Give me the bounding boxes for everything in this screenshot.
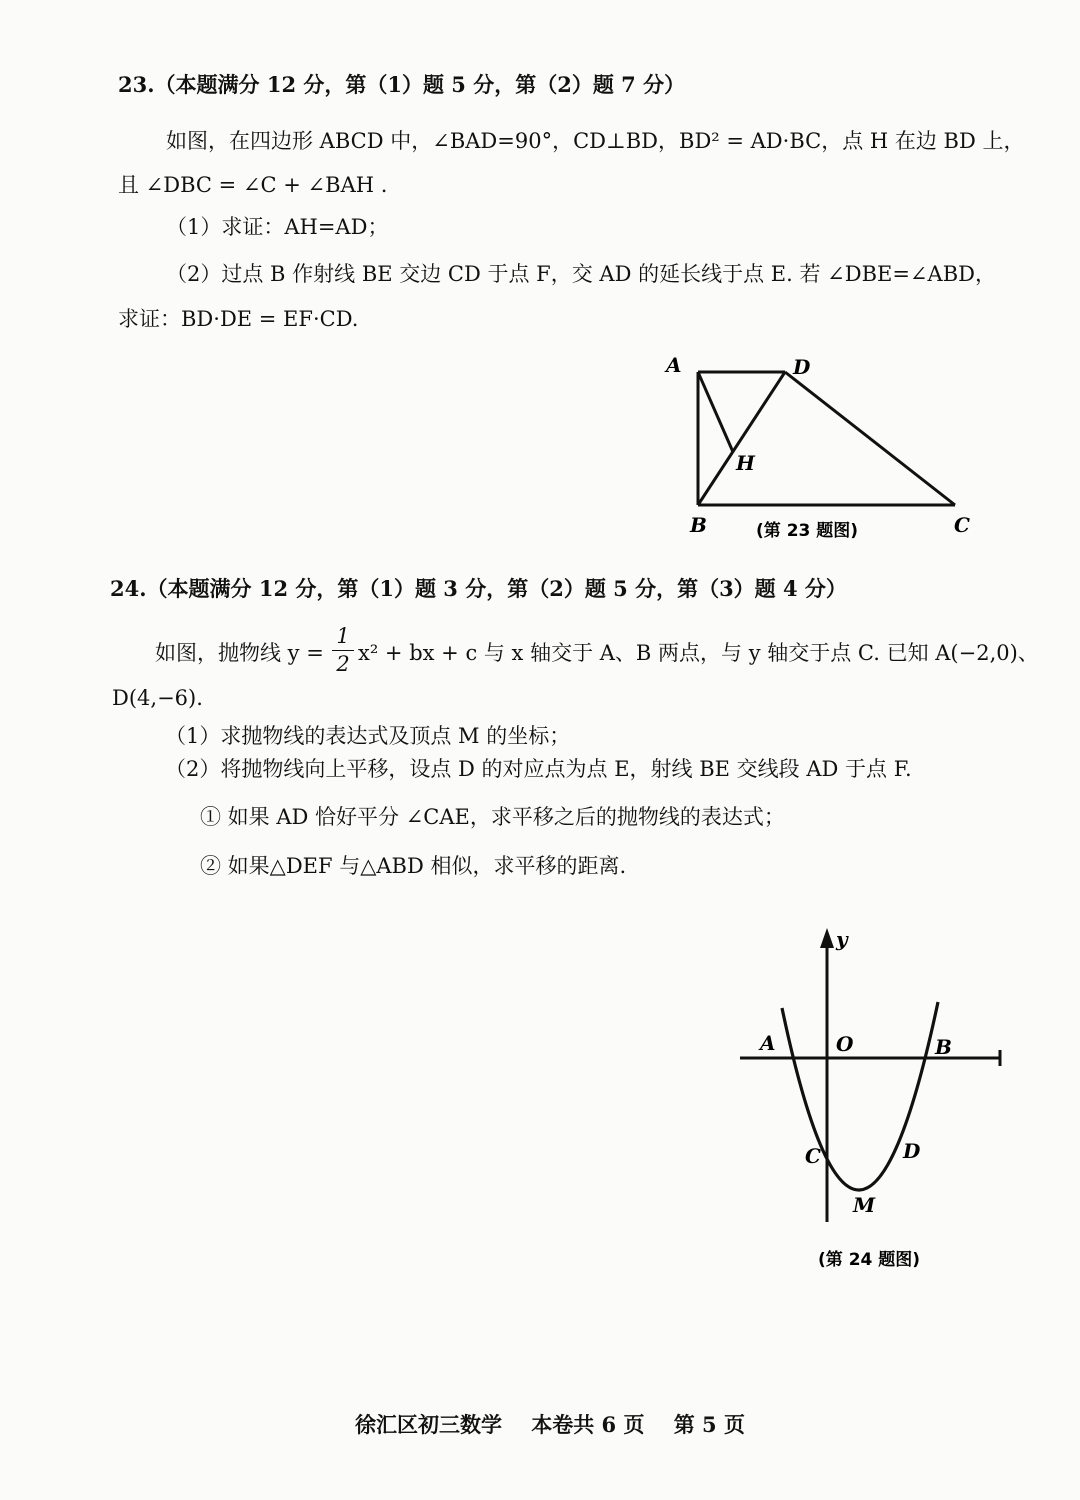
page-footer: 徐汇区初三数学 本卷共 6 页 第 5 页 — [355, 1412, 745, 1437]
label-O: O — [836, 1032, 854, 1056]
label-M: M — [853, 1193, 876, 1217]
q24-stem-line2: D(4,−6). — [112, 686, 203, 710]
fraction-bar — [332, 650, 354, 651]
q23-header: 23.（本题满分 12 分，第（1）题 5 分，第（2）题 7 分） — [118, 72, 686, 97]
q23-part1: （1）求证：AH=AD； — [166, 215, 389, 239]
q24-stem-line1-prefix: 如图，抛物线 y = — [155, 641, 324, 665]
segment-BD — [698, 372, 785, 505]
label-A: A — [760, 1031, 776, 1055]
label-A: A — [666, 353, 682, 377]
q23-stem-line2: 且 ∠DBC = ∠C + ∠BAH . — [118, 173, 388, 197]
label-C: C — [805, 1144, 821, 1168]
q24-part1: （1）求抛物线的表达式及顶点 M 的坐标； — [165, 724, 571, 748]
label-C: C — [954, 513, 970, 537]
label-D: D — [903, 1139, 921, 1163]
label-B: B — [935, 1035, 952, 1059]
q24-fraction — [332, 626, 354, 675]
q23-part2-conclusion: 求证：BD·DE = EF·CD. — [118, 307, 359, 331]
y-axis-arrow-icon — [820, 928, 834, 948]
q24-header: 24.（本题满分 12 分，第（1）题 3 分，第（2）题 5 分，第（3）题 4 分） — [110, 576, 847, 601]
segment-DC — [785, 372, 955, 505]
segment-AH — [698, 372, 733, 452]
q24-part2: （2）将抛物线向上平移，设点 D 的对应点为点 E，射线 BE 交线段 AD 于点 F. — [165, 757, 912, 781]
label-D: D — [793, 355, 811, 379]
fraction-denominator: 2 — [336, 652, 350, 676]
q24-figure-caption: (第 24 题图) — [818, 1250, 921, 1270]
q23-figure — [650, 350, 990, 550]
q23-figure-caption: (第 23 题图) — [756, 521, 859, 541]
q23-stem-line1: 如图，在四边形 ABCD 中，∠BAD=90°，CD⊥BD，BD² = AD·BC，点 H 在边 BD 上， — [166, 129, 1025, 153]
q24-sub2: ② 如果△DEF 与△ABD 相似，求平移的距离. — [200, 854, 627, 878]
q23-part2: （2）过点 B 作射线 BE 交边 CD 于点 F，交 AD 的延长线于点 E. 若 ∠DBE=∠ABD， — [166, 262, 996, 286]
q24-figure — [730, 920, 1020, 1280]
q24-stem-line1-suffix: x² + bx + c 与 x 轴交于 A、B 两点，与 y 轴交于点 C. 已知 A(−2,0)、 — [358, 641, 1039, 665]
fraction-numerator: 1 — [336, 624, 350, 648]
label-H: H — [736, 451, 755, 475]
q24-sub1: ① 如果 AD 恰好平分 ∠CAE，求平移之后的抛物线的表达式； — [200, 805, 785, 829]
label-B: B — [690, 513, 707, 537]
label-y: y — [836, 927, 848, 951]
